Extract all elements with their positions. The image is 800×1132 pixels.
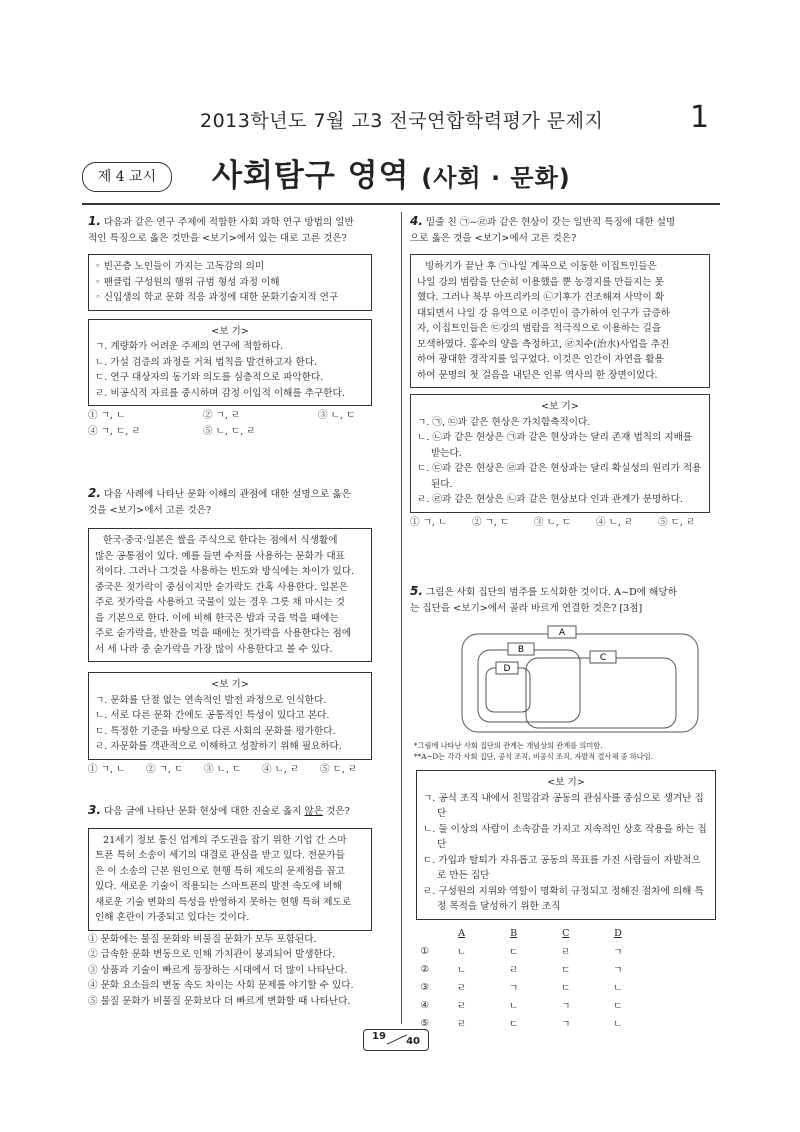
- q5-notes: [414, 740, 714, 762]
- q1-bogi-item: ㄹ. 비공식적 자료를 중시하며 감정 이입적 이해를 추구한다.: [95, 387, 345, 399]
- q4-passage-line: 대되면서 나일 강 유역으로 이주민이 증가하여 인구가 급증하: [417, 307, 671, 319]
- q1-option[interactable]: ① ㄱ, ㄴ: [88, 410, 126, 421]
- answer-cell: ㄹ: [561, 947, 571, 958]
- answer-cell: ㄴ: [613, 983, 623, 994]
- q2-option[interactable]: ⑤ ㄷ, ㄹ: [320, 763, 358, 775]
- q1-stem: [88, 214, 391, 231]
- q5-bogi-item: ㄱ. 공식 조직 내에서 친밀감과 공동의 관심사를 중심으로 생겨난 집단: [423, 792, 704, 819]
- q4-passage-line: 빙하기가 끝난 후 ㉠나일 계곡으로 이동한 이집트인들은: [425, 261, 657, 272]
- answer-cell: ㄹ: [456, 1001, 467, 1012]
- answer-row[interactable]: [414, 942, 644, 960]
- answer-cell: ㄹ: [509, 965, 519, 976]
- q4-passage-line: 했다. 그러나 북부 아프리카의 ㉡기후가 건조해져 사막이 확: [417, 292, 665, 303]
- q5-answer-table: [414, 924, 644, 1032]
- q3-stem: [88, 803, 391, 820]
- q2-stem-line1: 다음 사례에 나타난 문화 이해의 관점에 대한 설명으로 옳은: [103, 489, 351, 500]
- q4-passage-line: 자, 이집트인들은 ㉢강의 범람을 적극적으로 이용하는 길을: [417, 323, 662, 334]
- q1-topic: ◦ 빈곤층 노인들이 가지는 고독감의 의미: [95, 261, 265, 272]
- q2-passage-line: 주로 젓가락을 사용하고 국물이 있는 경우 그릇 채 마시는 것: [95, 597, 345, 608]
- q5-stem-line1: 그림은 사회 집단의 범주를 도식화한 것이다. A~D에 해당하: [425, 587, 677, 598]
- q4-option[interactable]: ③ ㄴ, ㄷ: [534, 516, 572, 528]
- answer-cell: ㄱ: [561, 1019, 571, 1030]
- q1-stem-line1: 다음과 같은 연구 주제에 적합한 사회 과학 연구 방법의 일반: [103, 217, 354, 228]
- q2-passage-line: 중국은 젓가락이 중심이지만 숟가락도 간혹 사용한다. 일본은: [95, 581, 349, 593]
- q4-bogi-title: <보 기>: [541, 401, 579, 412]
- page-number: 1: [690, 100, 710, 135]
- q1-bogi-item: ㄱ. 계량화가 어려운 주제의 연구에 적합하다.: [95, 341, 284, 352]
- subject-title: [212, 150, 571, 195]
- answer-cell: ㄱ: [613, 947, 623, 958]
- answer-header: D: [614, 927, 622, 939]
- q2-option[interactable]: ① ㄱ, ㄴ: [88, 763, 126, 775]
- q2-options: [88, 762, 391, 778]
- q2-bogi-item: ㄹ. 자문화를 객관적으로 이해하고 성찰하기 위해 필요하다.: [95, 741, 342, 752]
- question-5: [410, 584, 720, 616]
- q2-passage-line: 주로 숟가락을, 반찬을 먹을 때에는 젓가락을 사용한다는 점에: [95, 628, 352, 639]
- q2-passage-line: 많은 공통점이 있다. 예를 들면 수저를 사용하는 문화가 대표: [95, 550, 345, 562]
- column-divider: [401, 212, 402, 1024]
- q4-stem-line1: 밑줄 친 ㉠~㉣과 같은 현상이 갖는 일반적 특징에 대한 설명: [425, 217, 676, 228]
- q1-topic: ◦ 팬클럽 구성원의 행위 규범 형성 과정 이해: [95, 276, 280, 288]
- header-divider: [82, 203, 720, 205]
- answer-cell: ㄴ: [509, 1001, 519, 1012]
- set-b-outline: [478, 650, 580, 722]
- q1-option[interactable]: ③ ㄴ, ㄷ: [318, 410, 356, 421]
- q3-passage-line: 트폰 특허 소송이 세기의 대결로 관심을 받고 있다. 전문가들: [95, 850, 345, 861]
- answer-cell: ㄱ: [613, 965, 623, 976]
- q5-venn-diagram: [460, 624, 700, 736]
- q1-option[interactable]: ④ ㄱ, ㄷ, ㄹ: [88, 425, 141, 437]
- answer-cell: ㄴ: [456, 947, 467, 958]
- q3-passage-line: 21세기 정보 통신 업계의 주도권을 잡기 위한 기업 간 스마: [103, 834, 347, 846]
- q3-passage-line: 인해 혼란이 가중되고 있다는 것이다.: [95, 912, 250, 923]
- q2-stem-line2: 것을 <보기>에서 고른 것은?: [88, 504, 212, 516]
- q1-number: 1.: [88, 214, 101, 228]
- subject-sub: (사회 · 문화): [421, 164, 571, 192]
- q4-bogi-item: ㄴ. ㉡과 같은 현상은 ㉠과 같은 현상과는 달리 존재 법칙의 지배를 받는다.: [417, 432, 693, 459]
- q3-option[interactable]: ⑤ 물질 문화가 비물질 문화보다 더 빠르게 변화할 때 나타난다.: [88, 995, 351, 1007]
- q4-bogi-item: ㄹ. ㉣과 같은 현상은 ㉡과 같은 현상보다 인과 관계가 분명하다.: [417, 494, 683, 505]
- set-d-outline: [486, 668, 530, 712]
- footer-slash: [387, 1034, 407, 1044]
- q2-bogi-item: ㄴ. 서로 다른 문화 간에도 공통적인 특성이 있다고 본다.: [95, 710, 330, 721]
- q5-number: 5.: [410, 584, 423, 598]
- answer-cell: ㄹ: [456, 1019, 467, 1030]
- answer-header: A: [458, 927, 466, 939]
- period-badge: 제 4 교시: [82, 162, 172, 192]
- answer-header-row: [414, 924, 644, 942]
- q1-option[interactable]: ⑤ ㄴ, ㄷ, ㄹ: [203, 425, 256, 437]
- q3-option[interactable]: ① 문화에는 물질 문화와 비물질 문화가 모두 포함된다.: [88, 933, 317, 945]
- q2-passage-line: 을 기본으로 한다. 이에 비해 한국은 밥과 국을 먹을 때에는: [95, 612, 339, 624]
- subject-name: 사회탐구 영역: [212, 158, 410, 194]
- q1-bogi-box: [88, 319, 372, 407]
- q4-passage-line: 하여 광대한 경작지를 일구었다. 이것은 인간이 자연을 활용: [417, 354, 664, 365]
- label-a: A: [558, 628, 566, 638]
- q2-passage-line: 서 세 나라 중 숟가락을 가장 많이 사용한다고 볼 수 있다.: [95, 643, 333, 655]
- q1-options: [88, 408, 391, 439]
- q4-passage-line: 나일 강의 범람을 단순히 이용했을 뿐 농경지를 만들지는 못: [417, 276, 664, 288]
- q2-bogi-item: ㄷ. 특정한 기준을 바탕으로 다른 사회의 문화를 평가한다.: [95, 725, 336, 737]
- q3-stem-negation: 않은: [304, 806, 323, 817]
- q4-option[interactable]: ② ㄱ, ㄷ: [472, 516, 510, 528]
- answer-option-number[interactable]: ④: [420, 999, 430, 1011]
- answer-cell: ㄷ: [613, 1001, 623, 1012]
- label-c: C: [599, 653, 607, 663]
- set-c-outline: [526, 658, 676, 728]
- answer-cell: ㄷ: [509, 1019, 519, 1030]
- footer-total: 40: [406, 1036, 420, 1047]
- q2-bogi-item: ㄱ. 문화를 단절 없는 연속적인 발전 과정으로 인식한다.: [95, 694, 327, 706]
- q3-options: [88, 932, 391, 1010]
- q2-bogi-box: [88, 672, 372, 760]
- question-1: [88, 214, 391, 439]
- q2-number: 2.: [88, 486, 101, 500]
- label-b: B: [517, 645, 525, 655]
- question-3: [88, 803, 391, 1009]
- q2-passage-line: 적이다. 그러나 그것을 사용하는 빈도와 방식에는 차이가 있다.: [95, 566, 355, 577]
- answer-cell: ㄴ: [613, 1019, 623, 1030]
- answer-row[interactable]: [414, 960, 644, 978]
- q3-passage-line: 있다. 새로운 기술이 적용되는 스마트폰의 발전 속도에 비해: [95, 881, 342, 892]
- q5-bogi-item: ㄷ. 가입과 탈퇴가 자유롭고 공동의 목표를 가진 사람들이 자발적으로 만든 집단: [423, 854, 701, 881]
- answer-cell: ㄱ: [561, 1001, 571, 1012]
- exam-title: 2013학년도 7월 고3 전국연합학력평가 문제지: [200, 110, 604, 132]
- q2-option[interactable]: ③ ㄴ, ㄷ: [204, 763, 242, 775]
- answer-header: B: [510, 927, 518, 939]
- q1-bogi-item: ㄴ. 가설 검증의 과정을 거쳐 법칙을 발견하고자 한다.: [95, 356, 318, 368]
- q1-topic-box: [88, 254, 372, 311]
- q1-topic: ◦ 신입생의 학교 문화 적응 과정에 대한 문화기술지적 연구: [95, 292, 339, 303]
- q3-stem-end: 것은?: [326, 806, 350, 817]
- q5-stem-line2: 는 집단을 <보기>에서 골라 바르게 연결한 것은? [3점]: [410, 602, 643, 614]
- q4-number: 4.: [410, 214, 423, 228]
- q4-options: [410, 515, 720, 531]
- label-d: D: [503, 664, 511, 674]
- q3-passage-box: [88, 828, 372, 931]
- answer-row[interactable]: [414, 1014, 644, 1032]
- q4-passage-line: 모색하였다. 홍수의 양을 측정하고, ㉣치수(治水)사업을 추진: [417, 338, 670, 350]
- q3-option[interactable]: ② 급속한 문화 변동으로 인해 가치관이 붕괴되어 발생한다.: [88, 949, 336, 960]
- q3-passage-line: 은 이 소송의 근본 원인으로 현행 특허 제도의 문제점을 꼽고: [95, 865, 345, 877]
- q3-passage-line: 새로운 기술 변화의 특성을 반영하지 못하는 현행 특허 제도로: [95, 896, 352, 908]
- q1-stem-line2: 적인 특징으로 옳은 것만을 <보기>에서 있는 대로 고른 것은?: [88, 232, 347, 244]
- q1-bogi-title: <보 기>: [211, 325, 249, 337]
- q5-note: **A~D는 각각 사회 집단, 공식 조직, 비공식 조직, 자발적 결사체 중 하나임.: [414, 752, 653, 761]
- q2-option[interactable]: ② ㄱ, ㄷ: [146, 763, 184, 775]
- q4-option[interactable]: ① ㄱ, ㄴ: [410, 516, 448, 528]
- answer-cell: ㄴ: [456, 965, 467, 976]
- answer-row[interactable]: [414, 978, 644, 996]
- q2-bogi-title: <보 기>: [211, 679, 249, 690]
- q3-option[interactable]: ④ 문화 요소들의 변동 속도 차이는 사회 문제를 야기할 수 있다.: [88, 980, 354, 991]
- q2-passage-box: [88, 528, 372, 662]
- q2-stem: [88, 486, 391, 503]
- answer-cell: ㄷ: [561, 983, 571, 994]
- q4-stem-line2: 으로 옳은 것을 <보기>에서 고른 것은?: [410, 232, 577, 244]
- answer-option-number[interactable]: ②: [420, 963, 430, 975]
- answer-header: C: [562, 927, 570, 939]
- answer-cell: ㄱ: [509, 983, 519, 994]
- q3-number: 3.: [88, 803, 101, 817]
- question-4: [410, 214, 720, 530]
- q1-bogi-item: ㄷ. 연구 대상자의 동기와 의도를 심층적으로 파악한다.: [95, 372, 324, 383]
- q3-stem-text: 다음 글에 나타난 문화 현상에 대한 진술로 옳지: [103, 806, 302, 817]
- answer-cell: ㄷ: [561, 965, 571, 976]
- q4-option[interactable]: ④ ㄴ, ㄹ: [596, 516, 634, 528]
- answer-option-number[interactable]: ⑤: [420, 1017, 430, 1029]
- q2-passage-line: 한국·중국·일본은 쌀을 주식으로 한다는 점에서 식생활에: [103, 535, 338, 546]
- answer-cell: ㄹ: [456, 983, 467, 994]
- question-2: [88, 486, 391, 777]
- q5-bogi-item: ㄹ. 구성원의 지위와 역할이 명확히 규정되고 정해진 절차에 의해 특정 목적을 달성하기 위한 조직: [423, 885, 704, 912]
- q4-passage-line: 하여 문명의 첫 걸음을 내딛은 인류 역사의 한 장면이었다.: [417, 369, 658, 381]
- q5-bogi-item: ㄴ. 둘 이상의 사람이 소속감을 가지고 지속적인 상호 작용을 하는 집단: [423, 823, 707, 850]
- q5-bogi-title: <보 기>: [547, 777, 585, 788]
- q4-passage-box: [410, 254, 710, 388]
- q4-bogi-box: [410, 394, 710, 513]
- q4-bogi-item: ㄷ. ㉢과 같은 현상은 ㉣과 같은 현상과는 달리 확실성의 원리가 적용된다.: [417, 463, 702, 490]
- q4-bogi-item: ㄱ. ㉠, ㉢과 같은 현상은 가치함축적이다.: [417, 416, 591, 428]
- q5-bogi-box: [416, 770, 716, 920]
- q4-option[interactable]: ⑤ ㄷ, ㄹ: [658, 516, 696, 528]
- q2-option[interactable]: ④ ㄴ, ㄹ: [262, 763, 300, 775]
- q5-stem: [410, 584, 720, 601]
- answer-option-number[interactable]: ③: [420, 981, 430, 993]
- footer-page: 19: [372, 1031, 386, 1042]
- page-footer-badge: [363, 1029, 429, 1051]
- q5-note: *그림에 나타난 사회 집단의 관계는 개념상의 관계를 의미함.: [414, 741, 603, 750]
- answer-cell: ㄷ: [509, 947, 519, 958]
- q1-option[interactable]: ② ㄱ, ㄹ: [203, 410, 241, 421]
- q4-stem: [410, 214, 720, 231]
- answer-option-number[interactable]: ①: [420, 945, 430, 957]
- q3-option[interactable]: ③ 상품과 기술이 빠르게 등장하는 시대에서 더 많이 나타난다.: [88, 964, 348, 976]
- answer-row[interactable]: [414, 996, 644, 1014]
